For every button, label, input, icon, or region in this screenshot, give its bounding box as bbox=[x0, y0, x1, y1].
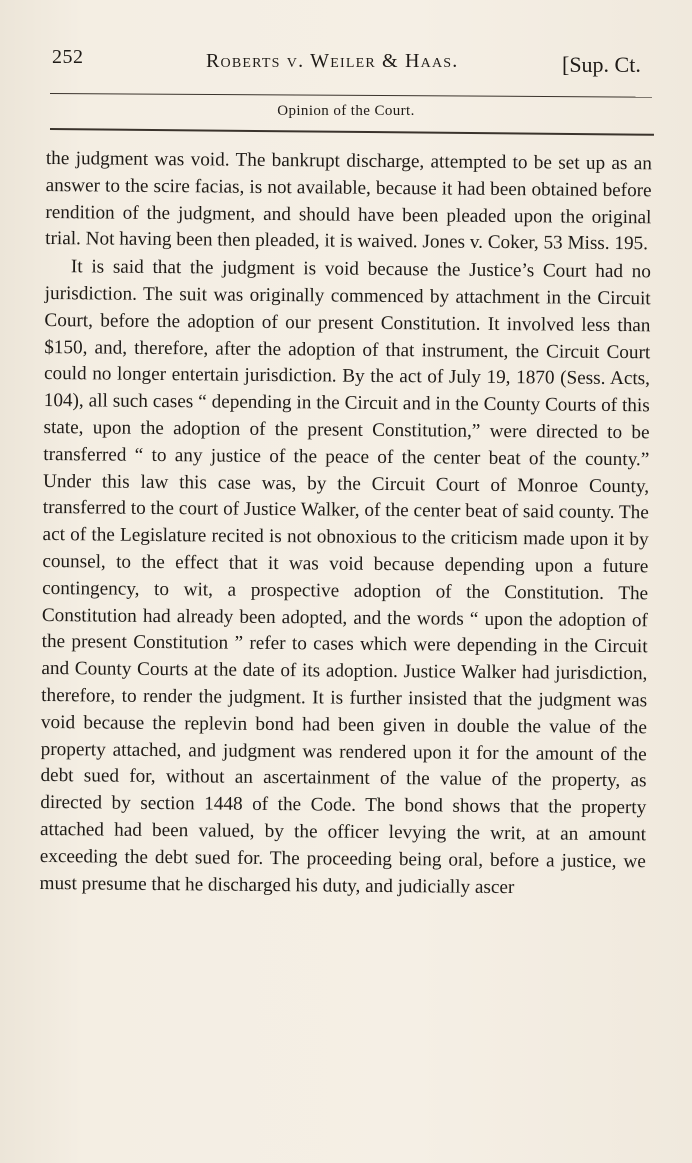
opinion-body bbox=[39, 146, 652, 903]
case-title: Roberts v. Weiler & Haas. bbox=[206, 50, 459, 72]
paragraph-continuation: the judgment was void. The bankrupt discharge, attempted to be set up as an answer to the scire facias, is not available, because it had been obtained before rendition of the judgment, and should have been pleaded upon the original trial. Not having been then pleaded, it is waived. Jones v. Coker, 53 Miss. 195. bbox=[45, 147, 652, 255]
section-rule bbox=[50, 128, 654, 135]
court-designation: [Sup. Ct. bbox=[562, 52, 641, 77]
header-rule bbox=[50, 93, 652, 98]
running-header bbox=[0, 46, 692, 86]
page-number: 252 bbox=[52, 46, 84, 68]
section-heading: Opinion of the Court. bbox=[277, 103, 415, 119]
paragraph-jurisdiction: It is said that the judgment is void because the Justice’s Court had no jurisdiction. The suit was originally commenced by attachment in the Circuit Court, before the adoption of our present Constitution. It involved less than $150, and, therefore, after the adoption of that instrument, the Circuit Court could no longer entertain jurisdiction. By the act of July 19, 1870 (Sess. Acts, 104), all such cases “ depending in the Circuit and in the County Courts of this state, upon the adoption of the present Constitution,” were directed to be transferred “ to any justice of the peace of the center beat of the county.” Under this law this case was, by the Circuit Court of Monroe County, transferred to the court of Justice Walker, of the center beat of said county. The act of the Legislature recited is not obnoxious to the criticism made upon it by counsel, to the effect that it was void because depending upon a future contingency, to wit, a prospective adoption of the Constitution. The Constitution had already been adopted, and the words “ upon the adoption of the present Constitution ” refer to cases which were depending in the Circuit and County Courts at the date of its adoption. Justice Walker had jurisdiction, therefore, to render the judgment. It is further insisted that the judgment was void because the replevin bond had been given in double the value of the property attached, and judgment was rendered upon it for the amount of the debt sued for, without an ascertainment of the value of the property, as directed by section 1448 of the Code. The bond shows that the property attached had been valued, by the officer levying the writ, at an amount exceeding the debt sued for. The proceeding being oral, before a justice, we must presume that he discharged his duty, and judicially ascer bbox=[39, 256, 652, 898]
